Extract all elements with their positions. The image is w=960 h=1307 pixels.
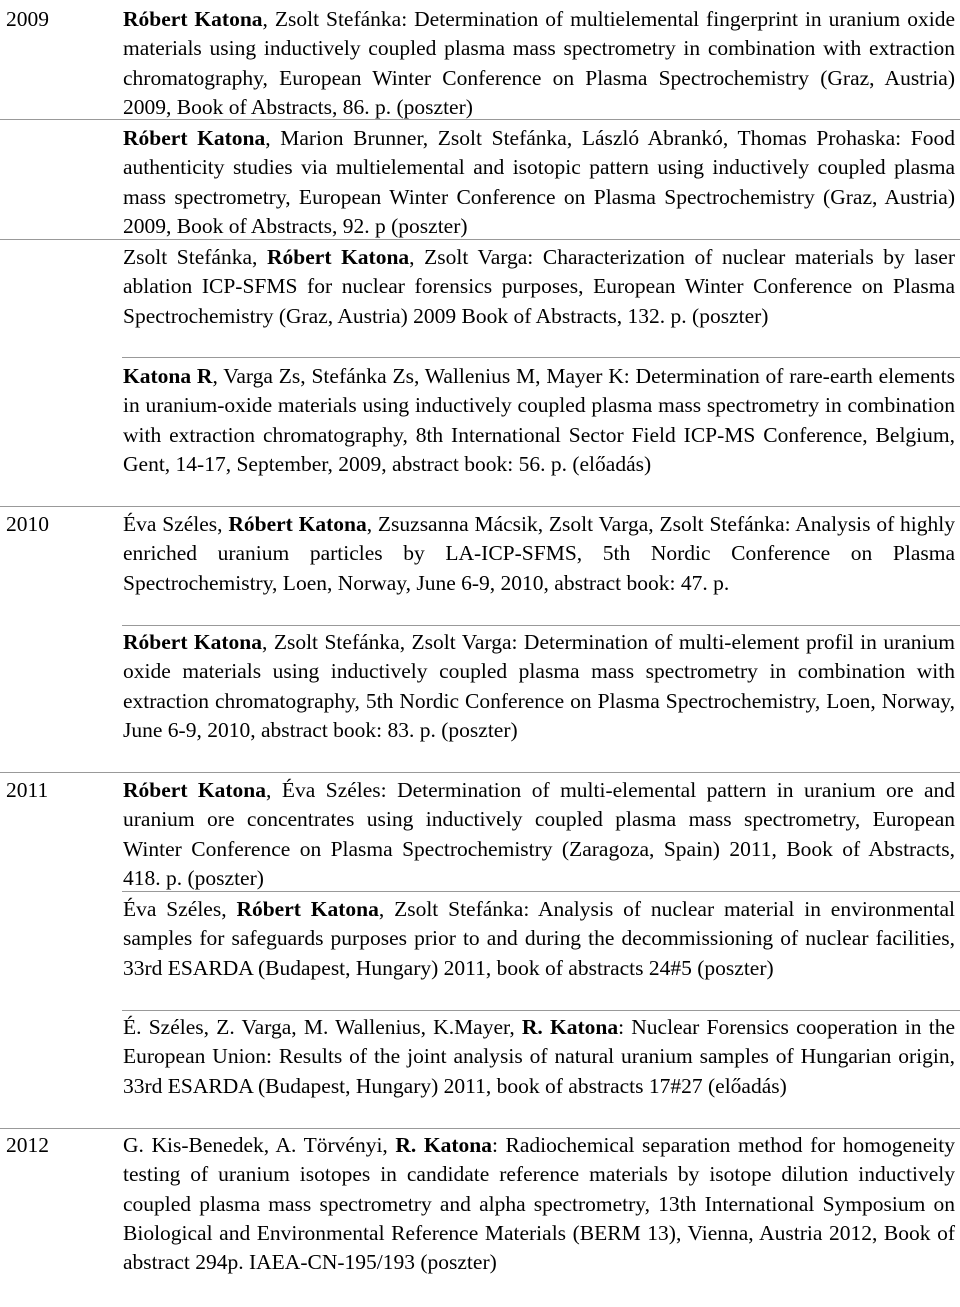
citation-text <box>123 895 955 983</box>
row-separator <box>0 772 960 773</box>
row-separator <box>122 625 960 626</box>
row-separator <box>0 1128 960 1129</box>
citation-text <box>123 5 955 122</box>
author-highlight: Róbert Katona <box>123 126 266 150</box>
citation-span: , Zsuzsanna Mácsik, Zsolt Varga, Zsolt Stefánka: Analysis of highly enriched uranium particles by LA-ICP-SFMS, 5th Nordic Conference on Plasma Spectrochemistry, Loen, Norway, June 6-9, 2010, abstract book: 47. p. <box>123 512 955 595</box>
row-separator <box>0 239 960 240</box>
citation-span: : Nuclear Forensics cooperation in the European Union: Results of the joint analysis of natural uranium samples of Hungarian origin, 33rd ESARDA (Budapest, Hungary) 2011, book of abstracts 17#27 (előadás) <box>123 1015 955 1098</box>
citation-span: Éva Széles, <box>123 512 229 536</box>
citation-span: , Éva Széles: Determination of multi-elemental pattern in uranium ore and uranium ore concentrates using inductively coupled plasma mass spectrometry, European Winter Conference on Plasma Spectrochemistry (Zaragoza, Spain) 2011, Book of Abstracts, 418. p. (poszter) <box>123 778 956 890</box>
row-separator <box>122 1010 960 1011</box>
citation-span: Éva Széles, <box>123 897 237 921</box>
author-highlight: Róbert Katona <box>123 7 263 31</box>
year-label: 2011 <box>6 778 49 802</box>
author-highlight: Róbert Katona <box>123 778 267 802</box>
citation-span: : Radiochemical separation method for homogeneity testing of uranium isotopes in candidate reference materials by isotope dilution inductively coupled plasma mass spectrometry and alpha spectrometry, 13th International Symposium on Biological and Environmental Reference Materials (BERM 13), Vienna, Austria 2012, Book of abstract 294p. IAEA-CN-195/193 (poszter) <box>123 1133 955 1275</box>
citation-text <box>123 362 955 479</box>
citation-span: , Varga Zs, Stefánka Zs, Wallenius M, Mayer K: Determination of rare-earth elements in uranium-oxide materials using inductively coupled plasma mass spectrometry in combination with extraction chromatography, 8th International Sector Field ICP-MS Conference, Belgium, Gent, 14-17, September, 2009, abstract book: 56. p. (előadás) <box>123 364 956 476</box>
citation-text <box>123 510 955 598</box>
author-highlight: Róbert Katona <box>267 245 410 269</box>
year-label: 2009 <box>6 7 49 31</box>
author-highlight: Róbert Katona <box>236 897 379 921</box>
author-highlight: Katona R <box>123 364 213 388</box>
citation-text <box>123 124 955 241</box>
citation-span: Zsolt Stefánka, <box>123 245 267 269</box>
author-highlight: Róbert Katona <box>123 630 263 654</box>
citation-span: , Zsolt Stefánka, Zsolt Varga: Determination of multi-element profil in uranium oxide materials using inductively coupled plasma mass spectrometry in combination with extraction chromatography, 5th Nordic Conference on Plasma Spectrochemistry, Loen, Norway, June 6-9, 2010, abstract book: 83. p. (poszter) <box>123 630 955 742</box>
citation-text <box>123 1131 955 1277</box>
row-separator <box>0 119 960 120</box>
citation-text <box>123 243 955 331</box>
citation-span: , Zsolt Stefánka: Analysis of nuclear material in environmental samples for safeguards purposes prior to and during the decommissioning of nuclear facilities, 33rd ESARDA (Budapest, Hungary) 2011, book of abstracts 24#5 (poszter) <box>123 897 955 980</box>
author-highlight: R. Katona <box>395 1133 492 1157</box>
year-label: 2010 <box>6 512 49 536</box>
year-label: 2012 <box>6 1133 49 1157</box>
citation-span: , Zsolt Varga: Characterization of nuclear materials by laser ablation ICP-SFMS for nuclear forensics purposes, European Winter Conference on Plasma Spectrochemistry (Graz, Austria) 2009 Book of Abstracts, 132. p. (poszter) <box>123 245 955 328</box>
citation-span: , Marion Brunner, Zsolt Stefánka, László Abrankó, Thomas Prohaska: Food authenticity studies via multielemental and isotopic pattern using inductively coupled plasma mass spectrometry, European Winter Conference on Plasma Spectrochemistry (Graz, Austria) 2009, Book of Abstracts, 92. p (poszter) <box>123 126 955 238</box>
row-separator <box>0 506 960 507</box>
author-highlight: R. Katona <box>521 1015 619 1039</box>
row-separator <box>122 891 960 892</box>
citation-text <box>123 628 955 745</box>
citation-span: G. Kis-Benedek, A. Törvényi, <box>123 1133 396 1157</box>
citation-span: , Zsolt Stefánka: Determination of multielemental fingerprint in uranium oxide materials using inductively coupled plasma mass spectrometry in combination with extraction chromatography, European Winter Conference on Plasma Spectrochemistry (Graz, Austria) 2009, Book of Abstracts, 86. p. (poszter) <box>123 7 955 119</box>
citation-span: É. Széles, Z. Varga, M. Wallenius, K.Mayer, <box>123 1015 522 1039</box>
author-highlight: Róbert Katona <box>228 512 367 536</box>
row-separator <box>122 357 960 358</box>
citation-text <box>123 1013 955 1101</box>
citation-text <box>123 776 955 893</box>
